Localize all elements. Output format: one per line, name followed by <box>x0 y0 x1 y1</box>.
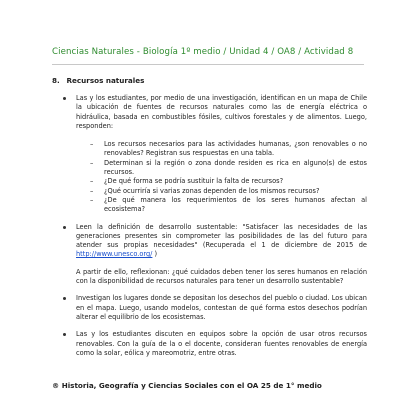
dash-icon: – <box>90 140 94 149</box>
unesco-link[interactable]: http://www.unesco.org/ <box>76 250 153 259</box>
dash-icon: – <box>90 195 94 204</box>
section-title <box>52 76 144 85</box>
dash-icon: – <box>90 177 94 186</box>
dash-icon: – <box>90 186 94 195</box>
bullet-icon <box>63 333 66 336</box>
header-divider <box>52 64 364 65</box>
page-footer: ® Historia, Geografía y Ciencias Sociales con el OA 25 de 1° medio <box>52 381 322 390</box>
list-item <box>62 223 367 287</box>
bullet-icon <box>63 97 66 100</box>
question-list <box>76 140 367 214</box>
question-item: – ¿De qué forma se podría sustituir la falta de recursos? <box>90 177 284 186</box>
dash-icon: – <box>90 158 94 167</box>
bullet-text: Leen la definición de desarrollo sustentable: "Satisfacer las necesidades de las generaciones presentes sin comprometer las posibilidades de las del futuro para atender sus propias necesidades" (Recuperada el 1 de diciembre de 2015 de http://www.unesco.org/ ) <box>76 222 367 259</box>
question-item: – Determinan si la región o zona donde residen es rica en alguno(s) de estos recursos. <box>90 158 367 177</box>
question-item: – ¿Qué ocurriría si varias zonas dependen de los mismos recursos? <box>90 186 320 195</box>
list-item <box>62 94 367 215</box>
bullet-text: Las y los estudiantes discuten en equipos sobre la opción de usar otros recursos renovables. Con la guía de la o el docente, consideran fuentes renovables de energía como la solar, eólica y mareomotriz, entre otras. <box>76 330 367 357</box>
bullet-text: Las y los estudiantes, por medio de una investigación, identifican en un mapa de Chile la ubicación de fuentes de recursos naturales como las de energía eléctrica o hidráulica, basada en combustibles fósiles, cultivos forestales y de alimentos. Luego, responden: <box>76 94 367 130</box>
bullet-icon <box>63 226 66 229</box>
bullet-paragraph: A partir de ello, reflexionan: ¿qué cuidados deben tener los seres humanos en relación con la disponibilidad de recursos naturales para tener un desarrollo sustentable? <box>76 267 367 286</box>
question-item: – ¿De qué manera los requerimientos de los seres humanos afectan al ecosistema? <box>90 195 367 214</box>
page-header: Ciencias Naturales - Biología 1º medio / Unidad 4 / OA8 / Actividad 8 <box>52 47 354 57</box>
bullet-icon <box>63 297 66 300</box>
question-item: – Los recursos necesarios para las actividades humanas, ¿son renovables o no renovables? Registran sus respuestas en una tabla. <box>90 140 367 158</box>
section-number: 8. <box>52 76 60 85</box>
list-item <box>62 294 367 322</box>
section-title-text: Recursos naturales <box>66 76 145 85</box>
list-item <box>62 330 367 358</box>
bullet-text: Investigan los lugares donde se depositan los desechos del pueblo o ciudad. Los ubican en el mapa. Luego, usando modelos, contestan de qué forma estos desechos podrían alterar el equilibrio de los ecosistemas. <box>76 294 367 321</box>
activity-content <box>62 94 367 366</box>
